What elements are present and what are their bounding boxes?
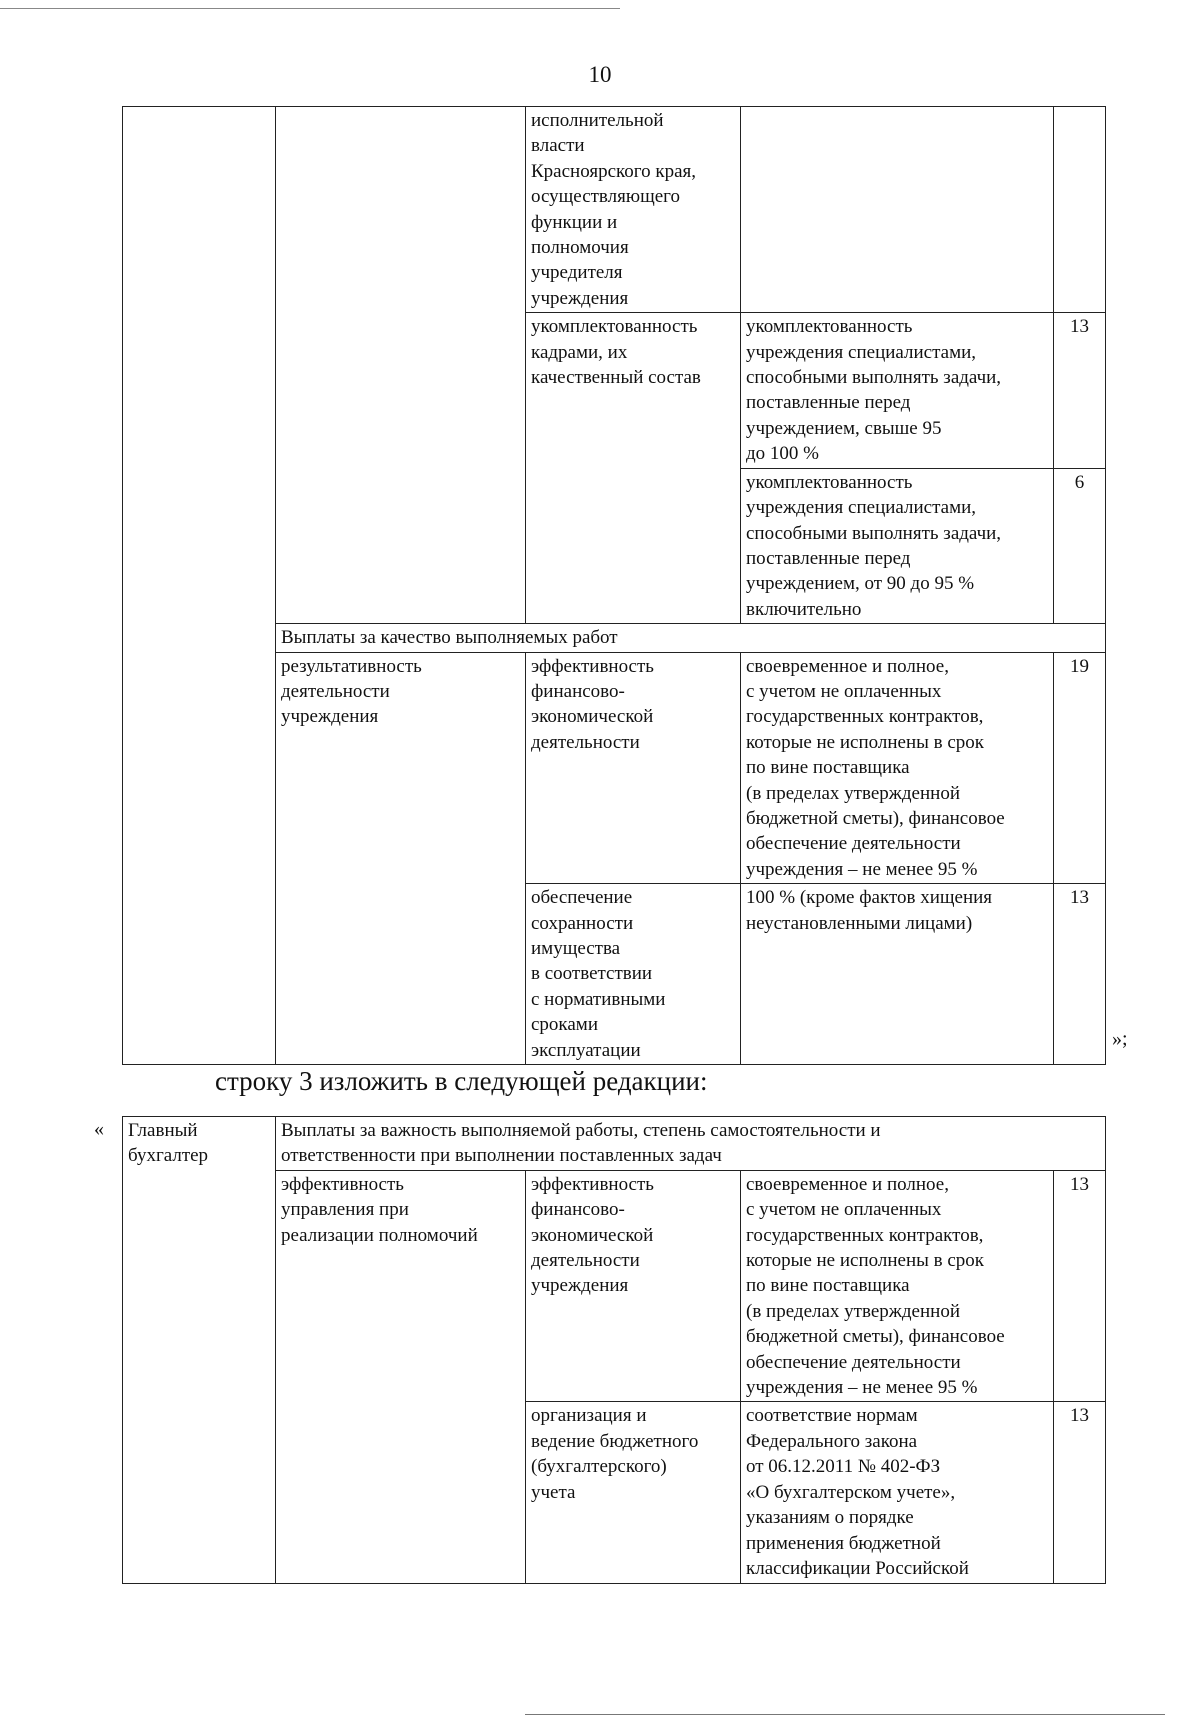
text-line: государственных контрактов, xyxy=(746,1224,984,1246)
criteria-table-continuation xyxy=(122,106,1106,1065)
points-cell: 13 xyxy=(1054,313,1106,468)
text-line: «О бухгалтерском учете», xyxy=(746,1481,956,1503)
text-line: учета xyxy=(531,1481,576,1503)
points-cell: 6 xyxy=(1054,468,1106,623)
scan-edge-line xyxy=(525,1714,1165,1715)
text-line: обеспечение xyxy=(531,887,633,909)
scan-edge-line xyxy=(0,8,620,9)
text-line: учреждения специалистами, xyxy=(746,341,977,363)
text-line: обеспечение деятельности xyxy=(746,833,961,855)
text-line: неустановленными лицами) xyxy=(746,912,973,934)
text-line: исполнительной xyxy=(531,110,664,131)
condition-cell xyxy=(741,313,1054,468)
text-line: бюджетной сметы), финансовое xyxy=(746,1326,1005,1348)
indicator-cell xyxy=(526,313,741,624)
points-cell: 13 xyxy=(1054,884,1106,1065)
text-line: (в пределах утвержденной xyxy=(746,782,960,804)
text-line: Красноярского края, xyxy=(531,160,697,182)
indicator-cell xyxy=(526,1402,741,1584)
text-line: бюджетной сметы), финансовое xyxy=(746,807,1005,829)
opening-quote-mark: « xyxy=(94,1118,104,1140)
text-line: поставленные перед xyxy=(746,392,911,414)
condition-cell xyxy=(741,652,1054,884)
text-line: реализации полномочий xyxy=(281,1224,478,1246)
text-line: управления при xyxy=(281,1199,409,1221)
condition-cell xyxy=(741,1402,1054,1584)
points-cell: 13 xyxy=(1054,1170,1106,1402)
text-line: с учетом не оплаченных xyxy=(746,680,942,702)
text-line: организация и xyxy=(531,1405,647,1427)
text-line: по вине поставщика xyxy=(746,757,910,779)
closing-quote-mark: »; xyxy=(1112,1028,1128,1050)
text-line: финансово- xyxy=(531,1199,625,1221)
text-line: ответственности при выполнении поставленных задач xyxy=(281,1145,722,1167)
text-line: обеспечение деятельности xyxy=(746,1351,961,1373)
text-line: учреждением, свыше 95 xyxy=(746,417,942,439)
text-line: учреждением, от 90 до 95 % xyxy=(746,573,975,595)
criterion-cell xyxy=(276,1170,526,1584)
points-cell-empty xyxy=(1054,107,1106,313)
text-line: кадрами, их xyxy=(531,341,628,363)
text-line: своевременное и полное, xyxy=(746,1173,949,1195)
amendment-instruction: строку 3 изложить в следующей редакции: xyxy=(215,1066,708,1096)
text-line: экономической xyxy=(531,1224,654,1246)
section-header: Выплаты за качество выполняемых работ xyxy=(276,624,1106,652)
text-line: до 100 % xyxy=(746,443,819,465)
text-line: Выплаты за важность выполняемой работы, степень самостоятельности и xyxy=(281,1120,881,1141)
condition-cell xyxy=(741,884,1054,1065)
text-line: от 06.12.2011 № 402-ФЗ xyxy=(746,1456,941,1478)
text-line: деятельности xyxy=(531,1250,640,1272)
text-line: 100 % (кроме фактов хищения xyxy=(746,887,993,909)
criteria-table-chief-accountant xyxy=(122,1116,1106,1584)
text-line: которые не исполнены в срок xyxy=(746,1250,985,1272)
text-line: государственных контрактов, xyxy=(746,706,984,728)
text-line: эффективность xyxy=(531,1173,654,1195)
text-line: в соответствии xyxy=(531,963,653,985)
text-line: Федерального закона xyxy=(746,1430,918,1452)
text-line: сроками xyxy=(531,1014,599,1036)
text-line: укомплектованность xyxy=(531,316,698,338)
position-cell xyxy=(123,1117,276,1584)
text-line: своевременное и полное, xyxy=(746,655,949,677)
indicator-cell xyxy=(526,884,741,1065)
text-line: учредителя xyxy=(531,262,623,284)
text-line: включительно xyxy=(746,598,862,620)
text-line: деятельности xyxy=(281,680,390,702)
text-line: учреждения – не менее 95 % xyxy=(746,858,978,880)
criterion-cell-empty xyxy=(276,107,526,624)
text-line: функции и xyxy=(531,211,618,233)
text-line: учреждения xyxy=(281,706,379,728)
text-line: которые не исполнены в срок xyxy=(746,731,985,753)
text-line: деятельности xyxy=(531,731,640,753)
indicator-cell xyxy=(526,1170,741,1402)
text-line: классификации Российской xyxy=(746,1557,969,1579)
indicator-cell xyxy=(526,107,741,313)
criterion-cell xyxy=(276,652,526,1065)
text-line: поставленные перед xyxy=(746,547,911,569)
text-line: власти xyxy=(531,135,585,157)
text-line: учреждения – не менее 95 % xyxy=(746,1377,978,1399)
section-header xyxy=(276,1117,1106,1171)
position-cell-empty xyxy=(123,107,276,1065)
text-line: учреждения специалистами, xyxy=(746,497,977,519)
text-line: экономической xyxy=(531,706,654,728)
text-line: укомплектованность xyxy=(746,471,913,493)
text-line: применения бюджетной xyxy=(746,1532,941,1554)
text-line: эксплуатации xyxy=(531,1039,641,1061)
points-cell: 19 xyxy=(1054,652,1106,884)
text-line: соответствие нормам xyxy=(746,1405,918,1427)
text-line: указаниям о порядке xyxy=(746,1507,914,1529)
text-line: бухгалтер xyxy=(128,1145,209,1167)
text-line: имущества xyxy=(531,938,621,959)
page-number: 10 xyxy=(588,62,612,87)
condition-cell xyxy=(741,468,1054,623)
text-line: финансово- xyxy=(531,680,625,702)
text-line: сохранности xyxy=(531,912,634,934)
text-line: по вине поставщика xyxy=(746,1275,910,1297)
text-line: (в пределах утвержденной xyxy=(746,1300,960,1322)
text-line: укомплектованность xyxy=(746,316,913,338)
text-line: полномочия xyxy=(531,237,629,259)
text-line: качественный состав xyxy=(531,367,701,389)
text-line: Главный xyxy=(128,1120,198,1141)
text-line: эффективность xyxy=(281,1173,404,1195)
text-line: с нормативными xyxy=(531,988,666,1010)
text-line: учреждения xyxy=(531,287,629,309)
condition-cell xyxy=(741,1170,1054,1402)
text-line: эффективность xyxy=(531,655,654,677)
text-line: ведение бюджетного xyxy=(531,1430,699,1452)
indicator-cell xyxy=(526,652,741,884)
points-cell: 13 xyxy=(1054,1402,1106,1584)
text-line: с учетом не оплаченных xyxy=(746,1199,942,1221)
text-line: результативность xyxy=(281,655,422,677)
text-line: учреждения xyxy=(531,1275,629,1297)
text-line: способными выполнять задачи, xyxy=(746,522,1002,544)
condition-cell-empty xyxy=(741,107,1054,313)
text-line: способными выполнять задачи, xyxy=(746,367,1002,389)
text-line: осуществляющего xyxy=(531,186,680,208)
text-line: (бухгалтерского) xyxy=(531,1456,667,1478)
